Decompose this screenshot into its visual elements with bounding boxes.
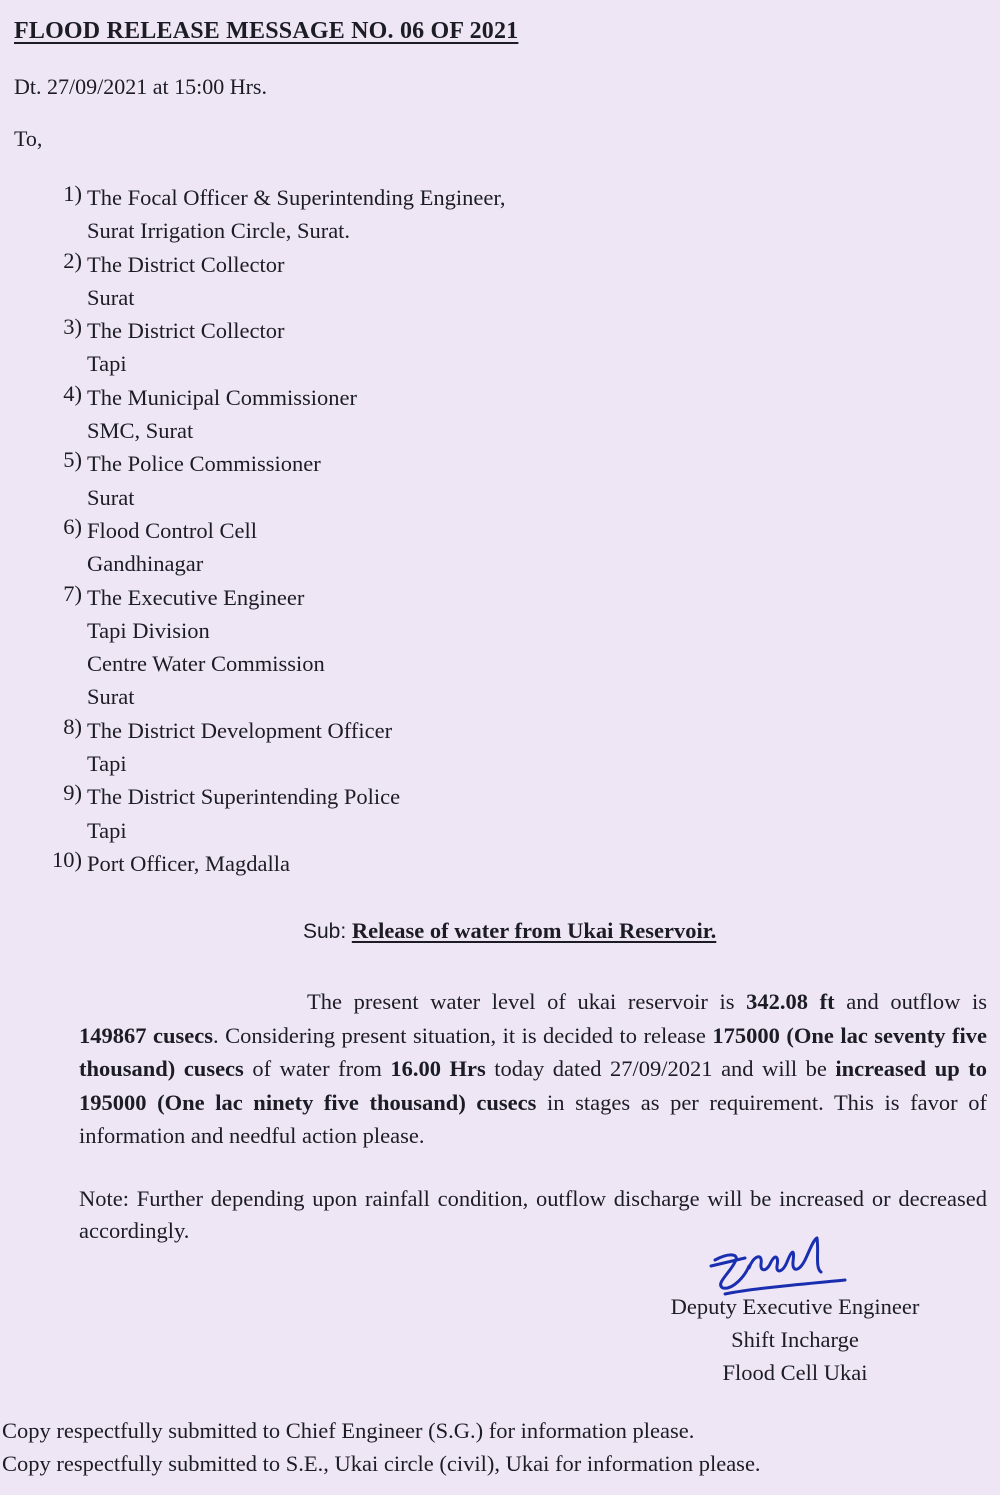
recipient-line: The District Collector: [87, 318, 285, 344]
body-text: in stages as per requirement. This is favor of information and needful action please.: [79, 1089, 987, 1148]
recipient-item: [44, 447, 644, 514]
body-text: The present water level of ukai reservoir is: [307, 989, 747, 1014]
recipient-line: Surat Irrigation Circle, Surat.: [87, 218, 351, 244]
recipient-line: Tapi: [87, 751, 127, 777]
recipient-number: 6): [63, 513, 82, 539]
recipient-item: [44, 181, 644, 248]
body-text: . Considering present situation, it is decided to release: [212, 1022, 713, 1048]
water-level-value: 342.08 ft: [746, 989, 835, 1014]
recipient-number: 7): [63, 580, 82, 606]
recipient-number: 2): [63, 247, 82, 273]
recipient-item: [44, 847, 644, 880]
recipient-line: Flood Control Cell: [87, 517, 258, 543]
subject-line: [303, 918, 716, 944]
body-text: of water from: [243, 1056, 391, 1081]
recipient-line: Tapi: [87, 817, 127, 843]
recipient-line: SMC, Surat: [87, 418, 194, 444]
recipient-line: The Focal Officer & Superintending Engineer,: [87, 185, 506, 210]
recipient-line: The Police Commissioner: [87, 451, 321, 477]
recipient-number: 5): [63, 447, 82, 473]
recipient-item: [44, 780, 644, 847]
copy-note-chief-engineer: Copy respectfully submitted to Chief Engineer (S.G.) for information please.: [2, 1418, 695, 1443]
recipient-number: 9): [63, 780, 82, 806]
recipient-number: 4): [63, 380, 82, 406]
copy-note-superintending-engineer: Copy respectfully submitted to S.E., Ukai circle (civil), Ukai for information please.: [2, 1451, 761, 1476]
recipient-number: 10): [52, 846, 82, 872]
recipient-item: [44, 714, 644, 781]
recipient-number: 8): [63, 713, 82, 739]
recipient-line: Surat: [87, 684, 135, 710]
letter-title: FLOOD RELEASE MESSAGE NO. 06 OF 2021: [14, 18, 519, 44]
signatory-role: Shift Incharge: [731, 1327, 859, 1352]
recipient-number: 1): [63, 181, 82, 206]
recipient-line: The District Superintending Police: [87, 784, 401, 810]
recipient-list: [44, 181, 644, 880]
recipient-line: The Municipal Commissioner: [87, 384, 357, 410]
signatory-block: [640, 1290, 950, 1389]
signatory-designation: Deputy Executive Engineer: [670, 1294, 920, 1319]
subject-label: Sub:: [303, 920, 347, 943]
subject-text: Release of water from Ukai Reservoir.: [351, 918, 717, 943]
body-text: and outflow is: [834, 989, 987, 1014]
recipient-item: [44, 581, 644, 714]
recipient-line: The District Collector: [87, 251, 285, 277]
recipient-item: [44, 314, 644, 381]
increase-value: increased up to 195000 (One lac ninety five thousand) cusecs: [79, 1056, 988, 1115]
recipient-item: [44, 248, 644, 315]
recipient-line: Gandhinagar: [87, 551, 204, 577]
body-text: today dated 27/09/2021 and will be: [485, 1056, 836, 1081]
note-paragraph: Note: Further depending upon rainfall condition, outflow discharge will be increased or decreased accordingly.: [79, 1186, 987, 1243]
recipient-item: [44, 381, 644, 448]
recipient-item: [44, 514, 644, 581]
message-body: [79, 985, 987, 1153]
release-time: 16.00 Hrs: [390, 1056, 486, 1081]
recipient-line: Centre Water Commission: [87, 651, 325, 677]
recipient-line: Surat: [87, 484, 135, 510]
recipient-line: Port Officer, Magdalla: [87, 850, 290, 876]
recipient-line: Surat: [87, 284, 135, 310]
recipient-line: Tapi Division: [87, 617, 210, 643]
recipient-line: The Executive Engineer: [87, 584, 305, 610]
recipient-number: 3): [63, 314, 82, 340]
recipient-line: The District Development Officer: [87, 717, 393, 743]
salutation-to: To,: [14, 126, 43, 151]
release-value: 175000 (One lac seventy five thousand) cusecs: [79, 1022, 987, 1081]
outflow-value: 149867 cusecs: [79, 1022, 213, 1048]
letter-date: Dt. 27/09/2021 at 15:00 Hrs.: [14, 74, 267, 99]
signatory-office: Flood Cell Ukai: [722, 1360, 868, 1385]
recipient-line: Tapi: [87, 351, 127, 377]
